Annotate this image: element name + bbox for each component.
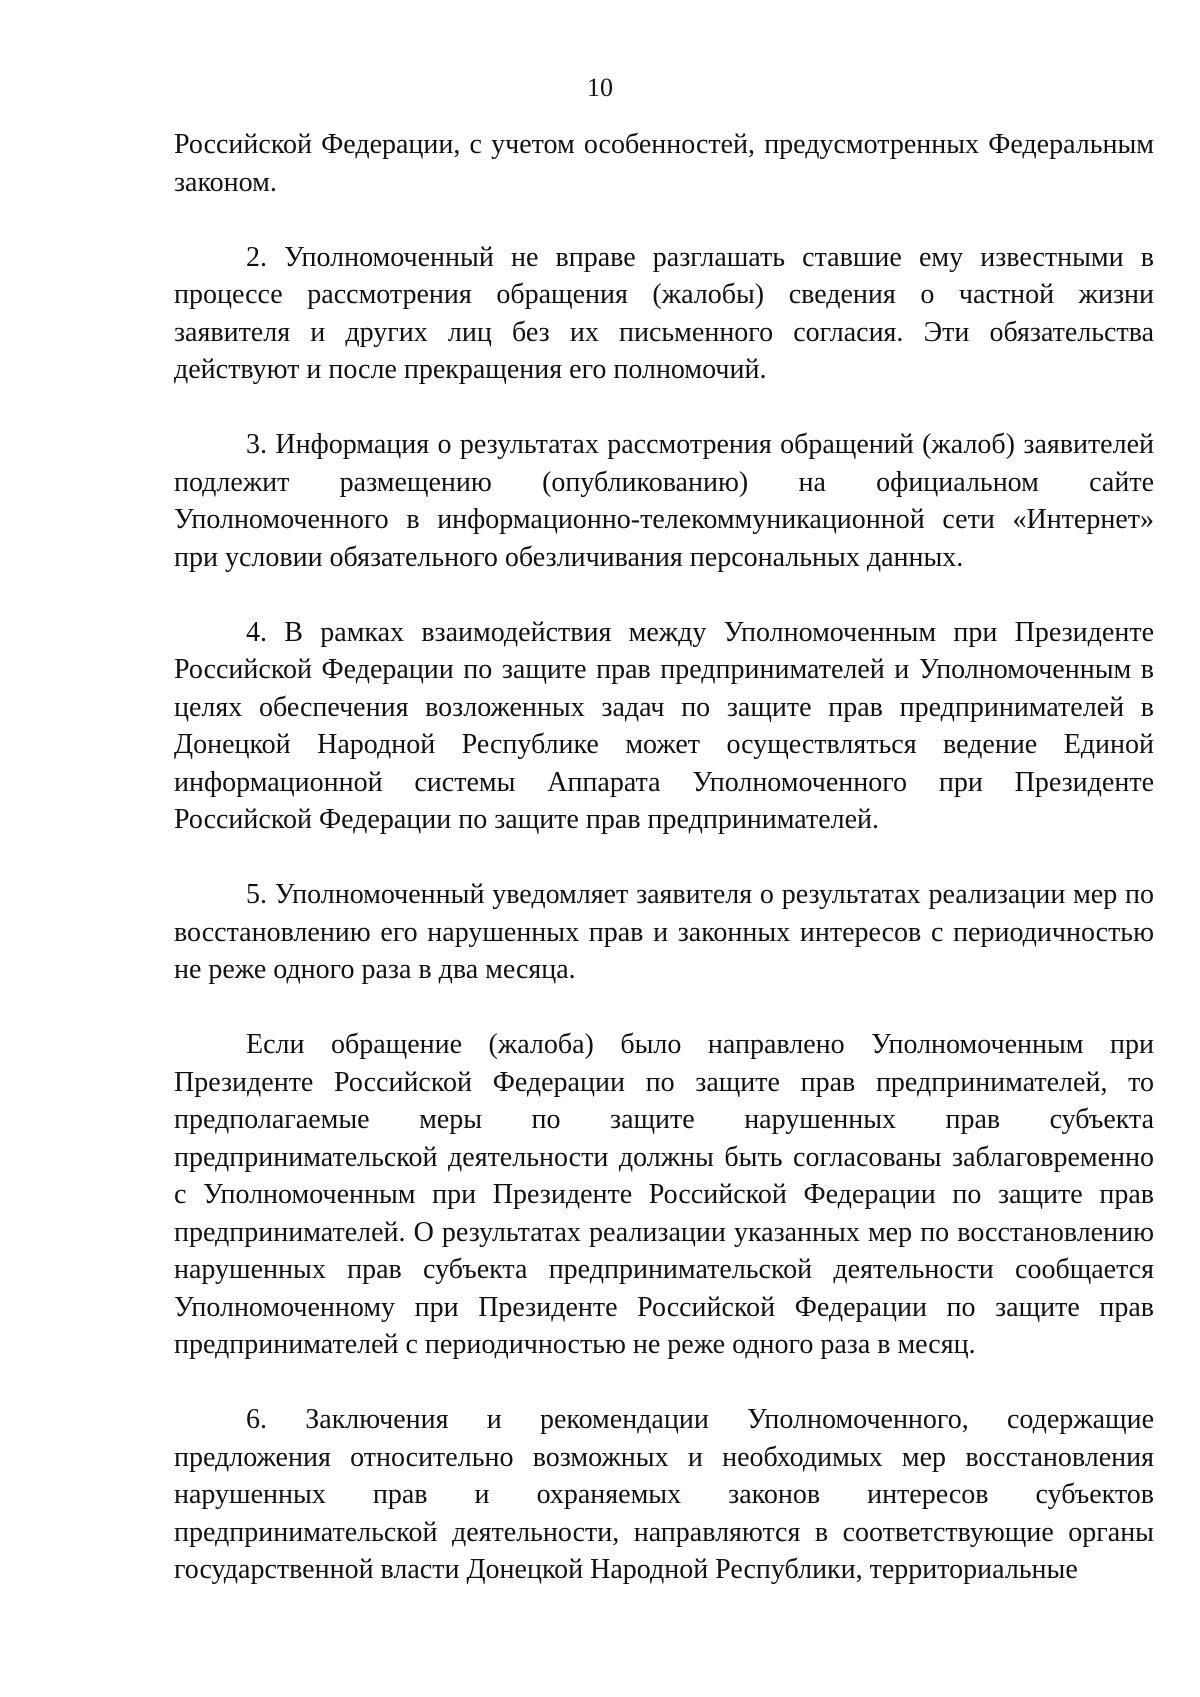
paragraph-continuation: Российской Федерации, с учетом особенностей, предусмотренных Федеральным законом. bbox=[174, 129, 1154, 198]
paragraph-item-3: 3. Информация о результатах рассмотрения обращений (жалоб) заявителей подлежит размещению (опубликованию) на официальном сайте Уполномоченного в информационно-телекоммуникационной сети «Интернет» при условии обязательного обезличивания персональных данных. bbox=[174, 429, 1154, 573]
paragraph-item-2: 2. Уполномоченный не вправе разглашать ставшие ему известными в процессе рассмотрения обращения (жалобы) сведения о частной жизни заявителя и других лиц без их письменного согласия. Эти обязательства действуют и после прекращения его полномочий. bbox=[174, 241, 1154, 385]
paragraph-item-5: 5. Уполномоченный уведомляет заявителя о результатах реализации мер по восстановлению его нарушенных прав и законных интересов с периодичностью не реже одного раза в два месяца. bbox=[174, 879, 1154, 985]
document-body bbox=[174, 126, 1154, 1626]
page-number: 10 bbox=[587, 73, 613, 102]
paragraph-item-5-addendum: Если обращение (жалоба) было направлено Уполномоченным при Президенте Российской Федерации по защите прав предпринимателей, то предполагаемые меры по защите нарушенных прав субъекта предпринимательской деятельности должны быть согласованы заблаговременно с Уполномоченным при Президенте Российской Федерации по защите прав предпринимателей. О результатах реализации указанных мер по восстановлению нарушенных прав субъекта предпринимательской деятельности сообщается Уполномоченному при Президенте Российской Федерации по защите прав предпринимателей с периодичностью не реже одного раза в месяц. bbox=[174, 1029, 1154, 1360]
paragraph-item-6: 6. Заключения и рекомендации Уполномоченного, содержащие предложения относительно возможных и необходимых мер восстановления нарушенных прав и охраняемых законов интересов субъектов предпринимательской деятельности, направляются в соответствующие органы государственной власти Донецкой Народной Республики, территориальные bbox=[174, 1404, 1154, 1585]
paragraph-item-4: 4. В рамках взаимодействия между Уполномоченным при Президенте Российской Федерации по защите прав предпринимателей и Уполномоченным в целях обеспечения возложенных задач по защите прав предпринимателей в Донецкой Народной Республике может осуществляться ведение Единой информационной системы Аппарата Уполномоченного при Президенте Российской Федерации по защите прав предпринимателей. bbox=[174, 616, 1154, 835]
